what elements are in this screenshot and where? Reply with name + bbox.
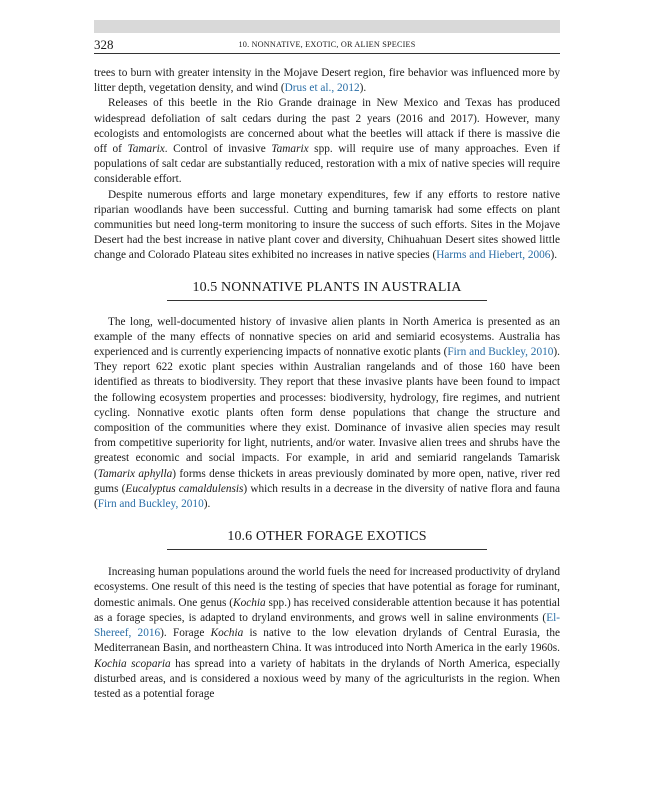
page-number: 328 [94, 37, 114, 52]
paragraph-5: Increasing human populations around the world fuels the need for increased productivity of dryland ecosystems. One result of this need is the testing of species that have potential as forage for ruminant, domestic animals. One genus (Kochia spp.) has received considerable attention because it has potential as a forage species, is adapted to dryland environments, and grows well in saline environments (El-Shereef, 2016). Forage Kochia is native to the low elevation drylands of Central Eurasia, the Mediterranean Basin, and northeastern China. It was introduced into North America in the early 1960s. Kochia scoparia has spread into a variety of habitats in the drylands of North America, especially disturbed areas, and is considered a noxious weed by many of the agriculturists in the region. When tested as a potential forage [94, 566, 560, 700]
citation-link[interactable]: Firn and Buckley, 2010 [447, 346, 554, 359]
italic-term: Kochia [210, 627, 244, 640]
paragraph-3: Despite numerous efforts and large monetary expenditures, few if any efforts to restore native riparian woodlands have been successful. Cutting and burning tamarisk had some effects on plant communities but need long-term monitoring to insure the success of such efforts. Sites in the Mojave Desert had the best increase in native plant cover and diversity, Chihuahuan Desert sites showed little change and Colorado Plateau sites exhibited no increases in native species (Harms and Hiebert, 2006). [94, 188, 560, 262]
italic-term: Eucalyptus camaldulensis [125, 482, 244, 495]
section-heading-10-5: 10.5 NONNATIVE PLANTS IN AUSTRALIA [167, 279, 487, 301]
section-heading-10-6: 10.6 OTHER FORAGE EXOTICS [167, 528, 487, 550]
paragraph-2: Releases of this beetle in the Rio Grande drainage in New Mexico and Texas has produced widespread defoliation of salt cedars during the past 2 years (2016 and 2017). However, many ecologists and entomologists are concerned about what the beetles will attack if there is massive die off of Tamarix. Control of invasive Tamarix spp. will require use of many approaches. Even if populations of salt cedar are substantially reduced, restoration with a mix of native species will require considerable effort. [94, 97, 561, 186]
citation-link[interactable]: El-Shereef, 2016 [94, 611, 560, 640]
running-head: 10. NONNATIVE, EXOTIC, OR ALIEN SPECIES [238, 40, 416, 49]
page-header [94, 37, 560, 54]
citation-link[interactable]: Firn and Buckley, 2010 [97, 498, 204, 511]
page-content [94, 66, 560, 702]
top-gray-bar [94, 20, 560, 33]
citation-link[interactable]: Harms and Hiebert, 2006 [436, 249, 551, 262]
citation-link[interactable]: Drus et al., 2012 [284, 82, 360, 95]
italic-term: Kochia scoparia [94, 657, 171, 670]
italic-term: Tamarix aphylla [97, 467, 173, 480]
italic-term: Tamarix [127, 143, 165, 156]
italic-term: Tamarix [271, 143, 309, 156]
paragraph-4: The long, well-documented history of invasive alien plants in North America is presented as an example of the many effects of nonnative species on arid and semiarid ecosystems. Australia has experienced and is currently experiencing impacts of nonnative exotic plants (Firn and Buckley, 2010). They report 622 exotic plant species within Australian rangelands and of those 160 have been identified as threats to biodiversity. They report that these invasive plants have been found to impact the following ecosystem properties and processes: biodiversity, hydrology, fire regimes, and nutrient cycling. Nonnative exotic plants often form dense populations that change the structure and composition of the communities where they exist. Dominance of invasive alien species may result from competitive superiority for light, nutrients, and/or water. Invasive alien trees and shrubs have the greatest economic and social impacts. For example, in arid and semiarid rangelands Tamarisk (Tamarix aphylla) forms dense thickets in areas previously dominated by more open, native, river red gums (Eucalyptus camaldulensis) which results in a decrease in the diversity of native flora and fauna (Firn and Buckley, 2010). [94, 315, 560, 511]
italic-term: Kochia [233, 596, 266, 609]
paragraph-1: trees to burn with greater intensity in the Mojave Desert region, fire behavior was influenced more by litter depth, vegetation density, and wind (Drus et al., 2012). [94, 67, 560, 95]
